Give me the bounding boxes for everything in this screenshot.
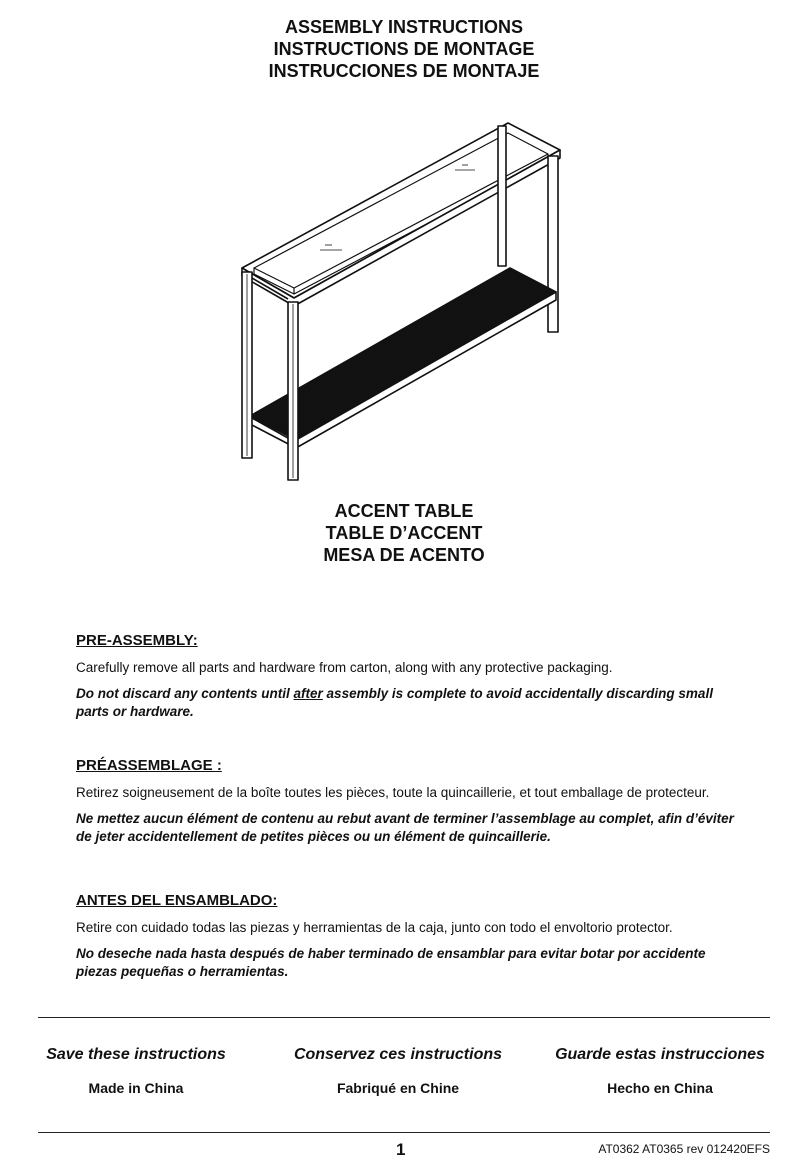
section-heading: ANTES DEL ENSAMBLADO: bbox=[76, 892, 278, 909]
section-heading: PRE-ASSEMBLY: bbox=[76, 632, 198, 649]
pre-assembly-french bbox=[76, 757, 736, 854]
pre-assembly-english bbox=[76, 632, 736, 729]
accent-table-illustration bbox=[230, 118, 570, 493]
product-name-spanish: MESA DE ACENTO bbox=[323, 545, 485, 565]
made-english: Made in China bbox=[88, 1080, 184, 1096]
product-name-english: ACCENT TABLE bbox=[334, 501, 474, 521]
document-code: AT0362 AT0365 rev 012420EFS bbox=[598, 1142, 770, 1156]
section-text: Retire con cuidado todas las piezas y herramientas de la caja, junto con todo el envoltorio protector. bbox=[76, 920, 673, 935]
footer-divider-bottom bbox=[38, 1132, 770, 1133]
product-name bbox=[0, 500, 808, 566]
pre-assembly-spanish bbox=[76, 892, 736, 989]
made-french: Fabriqué en Chine bbox=[336, 1080, 460, 1096]
section-heading: PRÉASSEMBLAGE : bbox=[76, 757, 222, 774]
save-spanish: Guarde estas instrucciones bbox=[555, 1046, 765, 1063]
section-warning: No deseche nada hasta después de haber terminado de ensamblar para evitar botar por accidente piezas pequeñas o herramientas. bbox=[76, 946, 706, 979]
title-french: INSTRUCTIONS DE MONTAGE bbox=[273, 39, 535, 59]
save-english: Save these instructions bbox=[46, 1046, 226, 1063]
section-text: Carefully remove all parts and hardware from carton, along with any protective packaging. bbox=[76, 660, 613, 675]
footer-divider-top bbox=[38, 1017, 770, 1018]
page-number: 1 bbox=[396, 1140, 406, 1159]
warning-emphasis: after bbox=[293, 686, 323, 701]
section-text: Retirez soigneusement de la boîte toutes les pièces, toute la quincaillerie, et tout emballage de protecteur. bbox=[76, 785, 710, 800]
section-warning: Do not discard any contents until after assembly is complete to avoid accidentally discarding small parts or hardware. bbox=[76, 686, 713, 719]
product-name-french: TABLE D’ACCENT bbox=[325, 523, 483, 543]
made-spanish: Hecho en China bbox=[607, 1080, 713, 1096]
title-spanish: INSTRUCCIONES DE MONTAJE bbox=[268, 61, 540, 81]
save-french: Conservez ces instructions bbox=[293, 1046, 503, 1063]
section-warning: Ne mettez aucun élément de contenu au rebut avant de terminer l’assemblage au complet, afin d’éviter de jeter accidentellement de petites pièces ou un élément de quincaillerie. bbox=[76, 811, 734, 844]
title-english: ASSEMBLY INSTRUCTIONS bbox=[284, 17, 524, 37]
document-title bbox=[0, 16, 808, 82]
